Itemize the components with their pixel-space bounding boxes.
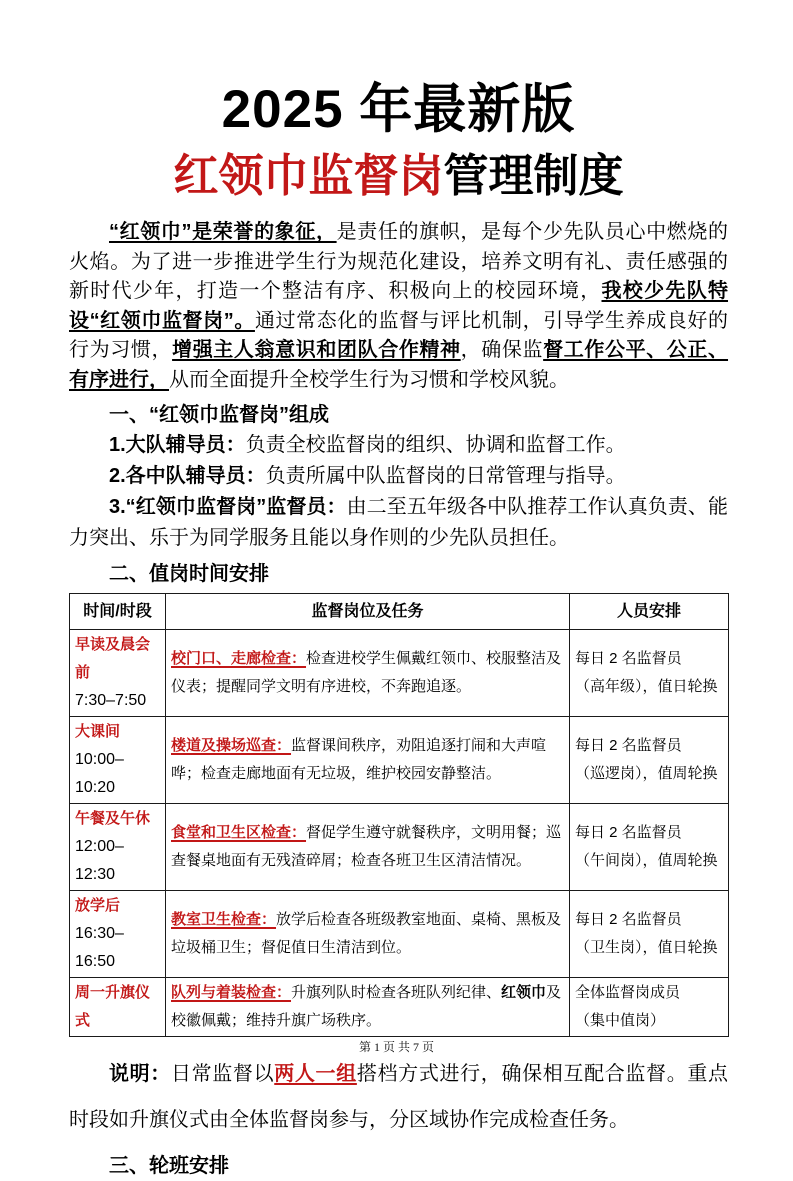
intro-segment: 督工作公平、公正、有序进行， (69, 339, 729, 391)
list-item-3 (69, 492, 728, 554)
time-range: 16:30–16:50 (75, 925, 124, 970)
list-item-3-text: 由二至五年级各中队推荐工作认真负责、能力突出、乐于为同学服务且能以身作则的少先队员担任。 (69, 496, 728, 549)
staff-line: （午间岗），值周轮换 (575, 852, 718, 869)
time-cell (70, 804, 166, 891)
task-text: 及校徽佩戴；维持升旗广场秩序。 (171, 984, 562, 1029)
staff-line: （高年级），值日轮换 (575, 678, 718, 695)
task-lead: 教室卫生检查： (171, 911, 277, 928)
doc-title-line2 (69, 148, 728, 204)
table-row (70, 891, 729, 978)
list-item-2-text: 负责所属中队监督岗的日常管理与指导。 (265, 465, 626, 487)
staff-cell (570, 717, 729, 804)
time-range: 12:00–12:30 (75, 838, 124, 883)
task-lead: 食堂和卫生区检查： (171, 824, 307, 841)
task-cell (166, 978, 570, 1037)
time-cell (70, 978, 166, 1037)
header-cell-task: 监督岗位及任务 (166, 594, 570, 630)
page-footer: 第 1 页 共 7 页 (358, 1040, 434, 1054)
staff-line: （巡逻岗），值周轮换 (575, 765, 718, 782)
note-text: 搭档方式进行，确保相互配合监督。重点时段如升旗仪式由全体监督岗参与，分区域协作完成检查任务。 (69, 1063, 729, 1131)
note-paragraph (69, 1051, 728, 1143)
time-label: 放学后 (75, 897, 121, 914)
list-item-1-text: 负责全校监督岗的组织、协调和监督工作。 (245, 434, 626, 456)
time-cell (70, 891, 166, 978)
list-item-2-lead: 2.各中队辅导员： (109, 465, 266, 487)
time-range: 10:00–10:20 (75, 751, 124, 796)
schedule-table (69, 593, 729, 1037)
doc-title-line1: 2025 年最新版 (221, 80, 576, 139)
table-row (70, 978, 729, 1037)
header-cell-time: 时间/时段 (70, 594, 166, 630)
section-heading-1: 一、“红领巾监督岗”组成 (109, 404, 329, 426)
intro-segment: 增强主人翁意识和团队合作精神 (172, 339, 461, 361)
list-item-1-lead: 1.大队辅导员： (109, 434, 246, 456)
task-cell (166, 630, 570, 717)
table-header-row (70, 594, 729, 630)
staff-cell (570, 630, 729, 717)
staff-line: 每日 2 名监督员 (575, 737, 682, 754)
staff-line: 每日 2 名监督员 (575, 911, 682, 928)
list-item-2 (69, 461, 728, 492)
intro-segment: 我校少先队特设“红领巾监督岗”。 (69, 280, 729, 332)
task-lead: 楼道及操场巡查： (171, 737, 292, 754)
list-item-3-lead: 3.“红领巾监督岗”监督员： (109, 496, 347, 518)
time-label: 午餐及午休 (75, 810, 151, 827)
intro-segment: 是责任的旗帜，是每个少先队员心中燃烧的火焰。为了进一步推进学生行为规范化建设，培养文明有礼、责任感强的新时代少年，打造一个整洁有序、积极向上的校园环境， (69, 221, 729, 302)
staff-cell (570, 804, 729, 891)
note-lead: 说明： (109, 1063, 171, 1085)
note-text: 日常监督以 (170, 1063, 275, 1085)
time-label: 大课间 (75, 723, 121, 740)
intro-segment: ，确保监 (460, 339, 544, 361)
task-lead: 队列与着装检查： (171, 984, 292, 1001)
intro-paragraph (69, 218, 728, 395)
task-bold-text: 红领巾 (501, 984, 547, 1001)
task-text: 督促学生遵守就餐秩序，文明用餐；巡查餐桌地面有无残渣碎屑；检查各班卫生区清洁情况。 (171, 824, 562, 869)
doc-title-red-part: 红领巾监督岗 (173, 150, 444, 201)
section-heading-3: 三、轮班安排 (109, 1155, 229, 1177)
staff-line: （集中值岗） (575, 1012, 666, 1029)
task-text: 检查进校学生佩戴红领巾、校服整洁及仪表；提醒同学文明有序进校，不奔跑追逐。 (171, 650, 562, 695)
intro-segment: 从而全面提升全校学生行为习惯和学校风貌。 (169, 368, 569, 391)
task-text: 升旗列队时检查各班队列纪律、 (291, 984, 502, 1001)
task-cell (166, 804, 570, 891)
staff-line: 每日 2 名监督员 (575, 650, 682, 667)
staff-cell (570, 978, 729, 1037)
staff-line: （卫生岗），值日轮换 (575, 939, 718, 956)
header-cell-staff: 人员安排 (570, 594, 729, 630)
task-cell (166, 891, 570, 978)
list-item-1 (69, 430, 728, 461)
task-text: 监督课间秩序，劝阻追逐打闹和大声喧哗；检查走廊地面有无垃圾，维护校园安静整洁。 (171, 737, 547, 782)
table-row (70, 630, 729, 717)
time-cell (70, 717, 166, 804)
task-lead: 校门口、走廊检查： (171, 650, 307, 667)
intro-segment: “红领巾”是荣誉的象征， (109, 221, 337, 243)
table-row (70, 717, 729, 804)
task-text: 放学后检查各班级教室地面、桌椅、黑板及垃圾桶卫生；督促值日生清洁到位。 (171, 911, 562, 956)
task-cell (166, 717, 570, 804)
note-highlight: 两人一组 (274, 1063, 357, 1085)
time-label: 早读及晨会前 (75, 636, 151, 681)
doc-title-black-part: 管理制度 (443, 150, 624, 201)
time-range: 7:30–7:50 (75, 692, 147, 709)
time-cell (70, 630, 166, 717)
staff-cell (570, 891, 729, 978)
staff-line: 每日 2 名监督员 (575, 824, 682, 841)
time-label: 周一升旗仪式 (75, 984, 151, 1029)
table-row (70, 804, 729, 891)
staff-line: 全体监督岗成员 (575, 984, 681, 1001)
section-heading-2: 二、值岗时间安排 (109, 563, 269, 585)
intro-segment: 通过常态化的监督与评比机制，引导学生养成良好的行为习惯， (69, 309, 728, 361)
